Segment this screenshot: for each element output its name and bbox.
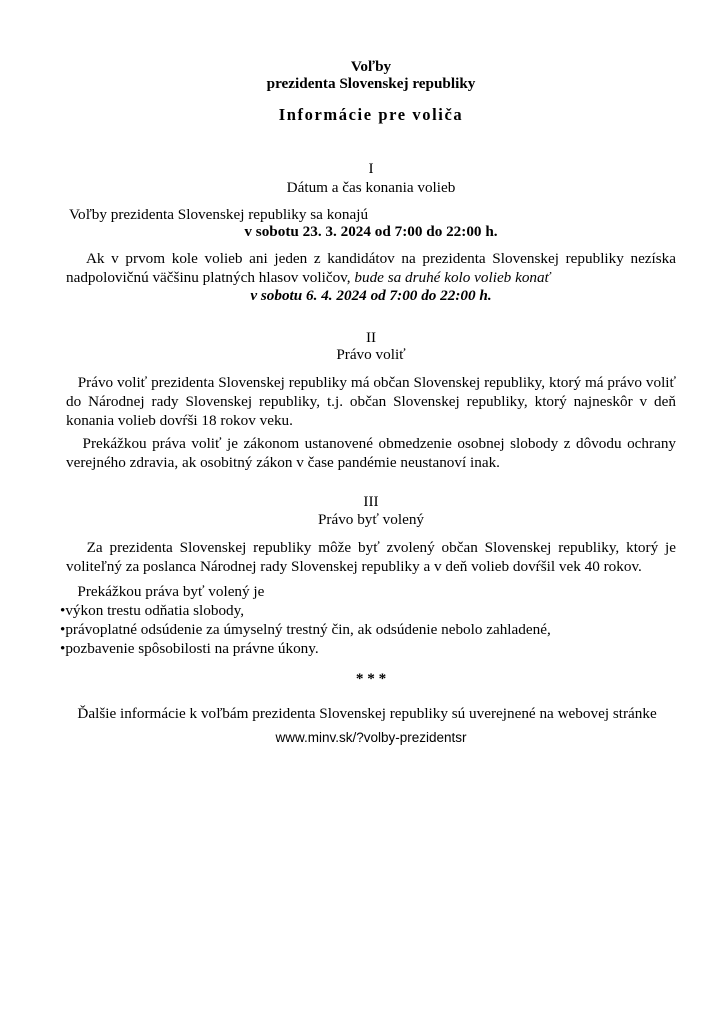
section-1-date-first-round: v sobotu 23. 3. 2024 od 7:00 do 22:00 h. [244,223,498,240]
section-2-paragraph-1: Právo voliť prezidenta Slovenskej republiky má občan Slovenskej republiky, ktorý má právo voliť do Národnej rady Slovenskej republiky, t.j. občan Slovenskej republiky, ktorý najneskôr v deň konania volieb dovŕši 18 rokov veku. [66,374,676,429]
footer-url: www.minv.sk/?volby-prezidentsr [275,730,467,745]
footer-text: Ďalšie informácie k voľbám prezidenta Slovenskej republiky sú uverejnené na webovej stránke [77,705,657,722]
section-1-number: I [368,160,374,177]
section-1-intro: Voľby prezidenta Slovenskej republiky sa konajú [69,206,369,223]
section-1-second-round-paragraph [66,249,676,287]
section-1-title: Dátum a čas konania volieb [286,179,456,196]
section-3-paragraph-1: Za prezidenta Slovenskej republiky môže byť zvolený občan Slovenskej republiky, ktorý je voliteľný za poslanca Národnej rady Slovenskej republiky a v deň volieb dovŕšil vek 40 rokov. [66,539,677,575]
section-1-date-second-round: v sobotu 6. 4. 2024 od 7:00 do 22:00 h. [250,287,492,304]
subtitle: Informácie pre voliča [278,105,464,124]
second-round-emphasis: bude sa druhé kolo volieb konať [354,269,551,286]
list-item: •pozbavenie spôsobilosti na právne úkony. [60,640,319,657]
section-2-number: II [365,329,377,346]
section-3-obstacles-intro: Prekážkou práva byť volený je [77,583,265,600]
list-item: •výkon trestu odňatia slobody, [60,602,245,619]
section-3-number: III [363,493,379,510]
separator: * * * [355,670,387,687]
title-line-2: prezidenta Slovenskej republiky [266,75,476,92]
second-round-text: Ak v prvom kole volieb ani jeden z kandidátov na prezidenta Slovenskej republiky nezíska nadpolovičnú väčšinu platných hlasov voličov, [66,250,677,286]
section-3-title: Právo byť volený [317,511,425,528]
section-2-title: Právo voliť [336,346,406,363]
title-line-1: Voľby [350,58,392,75]
list-item: •právoplatné odsúdenie za úmyselný trestný čin, ak odsúdenie nebolo zahladené, [60,621,551,638]
section-3-obstacles-list [60,601,676,658]
section-2-paragraph-2: Prekážkou práva voliť je zákonom ustanovené obmedzenie osobnej slobody z dôvodu ochrany verejného zdravia, ak osobitný zákon v čase pandémie neustanoví inak. [66,435,677,471]
